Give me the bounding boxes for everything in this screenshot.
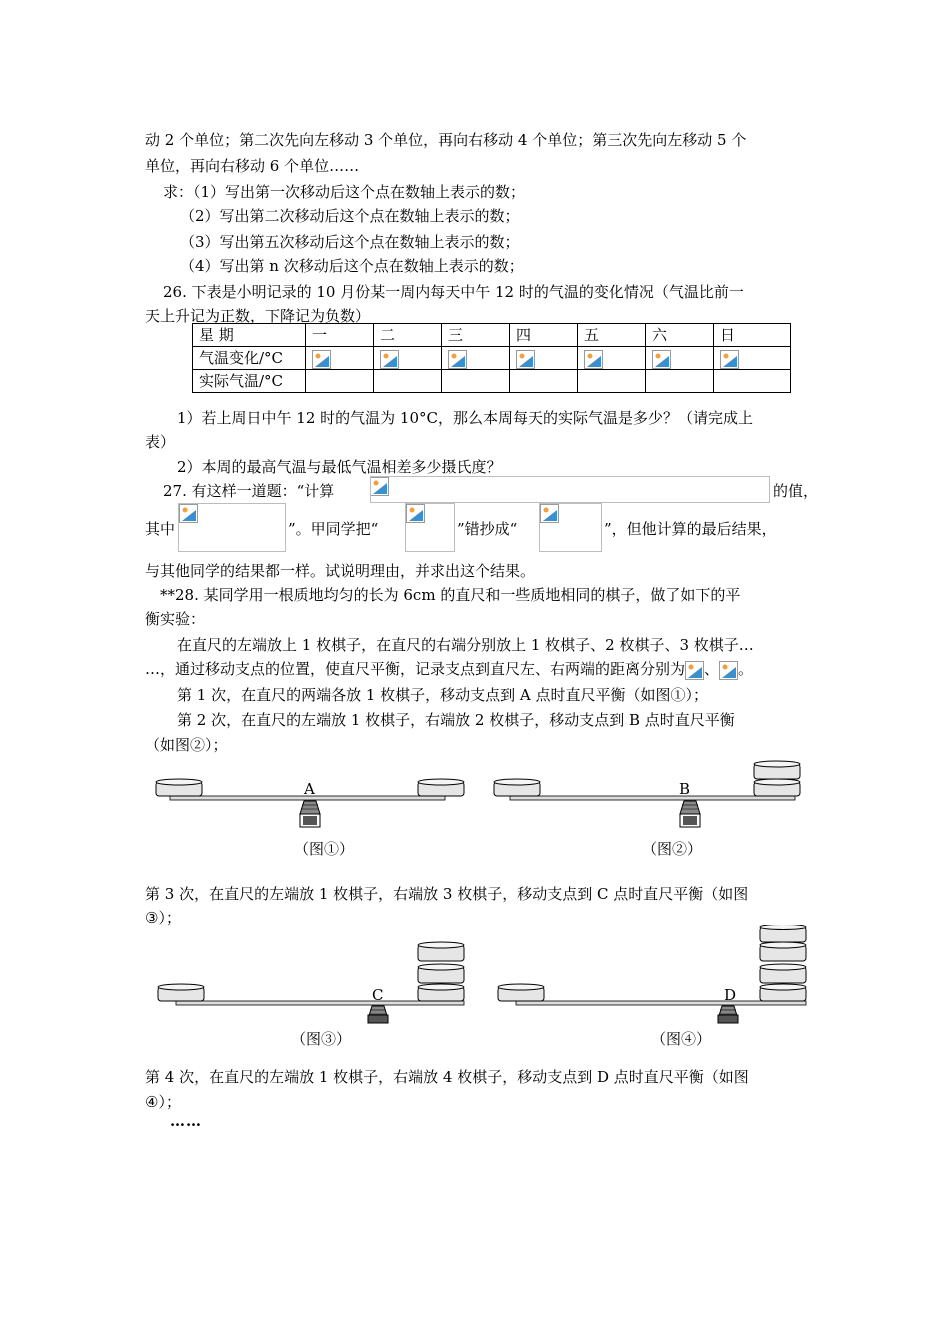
figure-caption: （图②） — [642, 840, 703, 858]
temperature-table — [192, 323, 791, 393]
empty-cell — [646, 370, 714, 393]
empty-cell — [306, 370, 374, 393]
table-row — [193, 370, 791, 393]
figure-caption: （图③） — [291, 1030, 352, 1048]
problem-28-text: ③）； — [145, 909, 181, 927]
image-cell — [714, 347, 791, 370]
broken-image-icon — [652, 350, 671, 369]
fulcrum-label-b: B — [679, 780, 691, 798]
problem-26-question: 2）本周的最高气温与最低气温相差多少摄氏度？ — [177, 458, 502, 476]
balance-figure-4 — [498, 925, 806, 1023]
problem-28-text: …，通过移动支点的位置，使直尺平衡，记录支点到直尺左、右两端的距离分别为 、 。 — [145, 660, 754, 678]
image-cell — [306, 347, 374, 370]
balance-figures-row-2 — [150, 925, 820, 1025]
empty-cell — [374, 370, 442, 393]
image-cell — [510, 347, 578, 370]
problem-28-text: ④）； — [145, 1093, 181, 1111]
problem-27-text: ”错抄成“ — [457, 520, 518, 538]
day-cell: 日 — [714, 324, 791, 347]
broken-image-icon — [312, 350, 331, 369]
table-row — [193, 324, 791, 347]
problem-27-text: 的值， — [773, 482, 819, 500]
problem-28-text: 衡实验： — [145, 610, 206, 628]
broken-image-icon — [448, 350, 467, 369]
problem-27-text: 与其他同学的结果都一样。试说明理由，并求出这个结果。 — [145, 562, 536, 580]
question-line: （3）写出第五次移动后这个点在数轴上表示的数； — [180, 233, 520, 251]
empty-cell — [510, 370, 578, 393]
problem-28-text: 在直尺的左端放上 1 枚棋子，在直尺的右端分别放上 1 枚棋子、2 枚棋子、3 枚棋子… — [177, 636, 754, 654]
problem-28-text: 第 2 次，在直尺的左端放 1 枚棋子，右端放 2 枚棋子，移动支点到 B 点时直尺平衡 — [177, 711, 735, 729]
fulcrum-label-d: D — [724, 986, 737, 1004]
problem-27-text: ”，但他计算的最后结果， — [604, 520, 777, 538]
problem-26-question: 表） — [145, 433, 176, 451]
formula-image-placeholder — [370, 476, 770, 503]
day-cell: 二 — [374, 324, 442, 347]
fulcrum-label-c: C — [372, 986, 384, 1004]
row-label: 星 期 — [193, 324, 306, 347]
problem-27-text: 27. 有这样一道题：“计算 — [163, 482, 335, 500]
image-cell — [646, 347, 714, 370]
broken-image-icon — [540, 504, 559, 523]
row-label: 气温变化/°C — [193, 347, 306, 370]
image-cell — [442, 347, 510, 370]
broken-image-icon — [720, 350, 739, 369]
problem-28-text: （如图②）； — [145, 736, 228, 754]
problem-28-text: 第 4 次，在直尺的左端放 1 枚棋子，右端放 4 枚棋子，移动支点到 D 点时直尺平衡（如图 — [145, 1068, 749, 1086]
problem-26-text: 26. 下表是小明记录的 10 月份某一周内每天中午 12 时的气温的变化情况（气温比前一 — [163, 283, 744, 301]
problem-27-text: ”。甲同学把“ — [288, 520, 379, 538]
empty-cell — [578, 370, 646, 393]
balance-figure-2 — [494, 761, 800, 827]
broken-image-icon — [685, 661, 704, 680]
day-cell: 六 — [646, 324, 714, 347]
broken-image-icon — [584, 350, 603, 369]
day-cell: 五 — [578, 324, 646, 347]
question-line: 求：（1）写出第一次移动后这个点在数轴上表示的数； — [163, 183, 526, 201]
empty-cell — [714, 370, 791, 393]
text-line: 单位，再向右移动 6 个单位…… — [145, 157, 360, 175]
row-label: 实际气温/°C — [193, 370, 306, 393]
balance-figures-row-1 — [150, 760, 820, 832]
broken-image-icon — [516, 350, 535, 369]
problem-28-text: 第 3 次，在直尺的左端放 1 枚棋子，右端放 3 枚棋子，移动支点到 C 点时直尺平衡（如图 — [145, 885, 749, 903]
day-cell: 四 — [510, 324, 578, 347]
day-cell: 一 — [306, 324, 374, 347]
broken-image-icon — [719, 661, 738, 680]
image-cell — [578, 347, 646, 370]
ellipsis: …… — [170, 1112, 202, 1130]
problem-28-text: 第 1 次，在直尺的两端各放 1 枚棋子，移动支点到 A 点时直尺平衡（如图①）； — [177, 686, 709, 704]
table-row — [193, 347, 791, 370]
text-line: 动 2 个单位；第二次先向左移动 3 个单位，再向右移动 4 个单位；第三次先向左移动 5 个 — [145, 131, 747, 149]
day-cell: 三 — [442, 324, 510, 347]
problem-28-text: **28. 某同学用一根质地均匀的长为 6cm 的直尺和一些质地相同的棋子，做了如下的平 — [160, 586, 741, 604]
question-line: （2）写出第二次移动后这个点在数轴上表示的数； — [180, 207, 520, 225]
fulcrum-label-a: A — [304, 780, 315, 798]
image-cell — [374, 347, 442, 370]
empty-cell — [442, 370, 510, 393]
question-line: （4）写出第 n 次移动后这个点在数轴上表示的数； — [180, 257, 524, 275]
problem-26-text: 天上升记为正数，下降记为负数） — [145, 307, 371, 325]
problem-27-text: 其中 — [145, 520, 176, 538]
figure-caption: （图④） — [651, 1030, 712, 1048]
figure-caption: （图①） — [294, 840, 355, 858]
problem-26-question: 1）若上周日中午 12 时的气温为 10°C，那么本周每天的实际气温是多少？（请完成上 — [177, 409, 754, 427]
broken-image-icon — [179, 504, 198, 523]
balance-figure-3 — [158, 942, 464, 1023]
broken-image-icon — [406, 504, 425, 523]
broken-image-icon — [380, 350, 399, 369]
